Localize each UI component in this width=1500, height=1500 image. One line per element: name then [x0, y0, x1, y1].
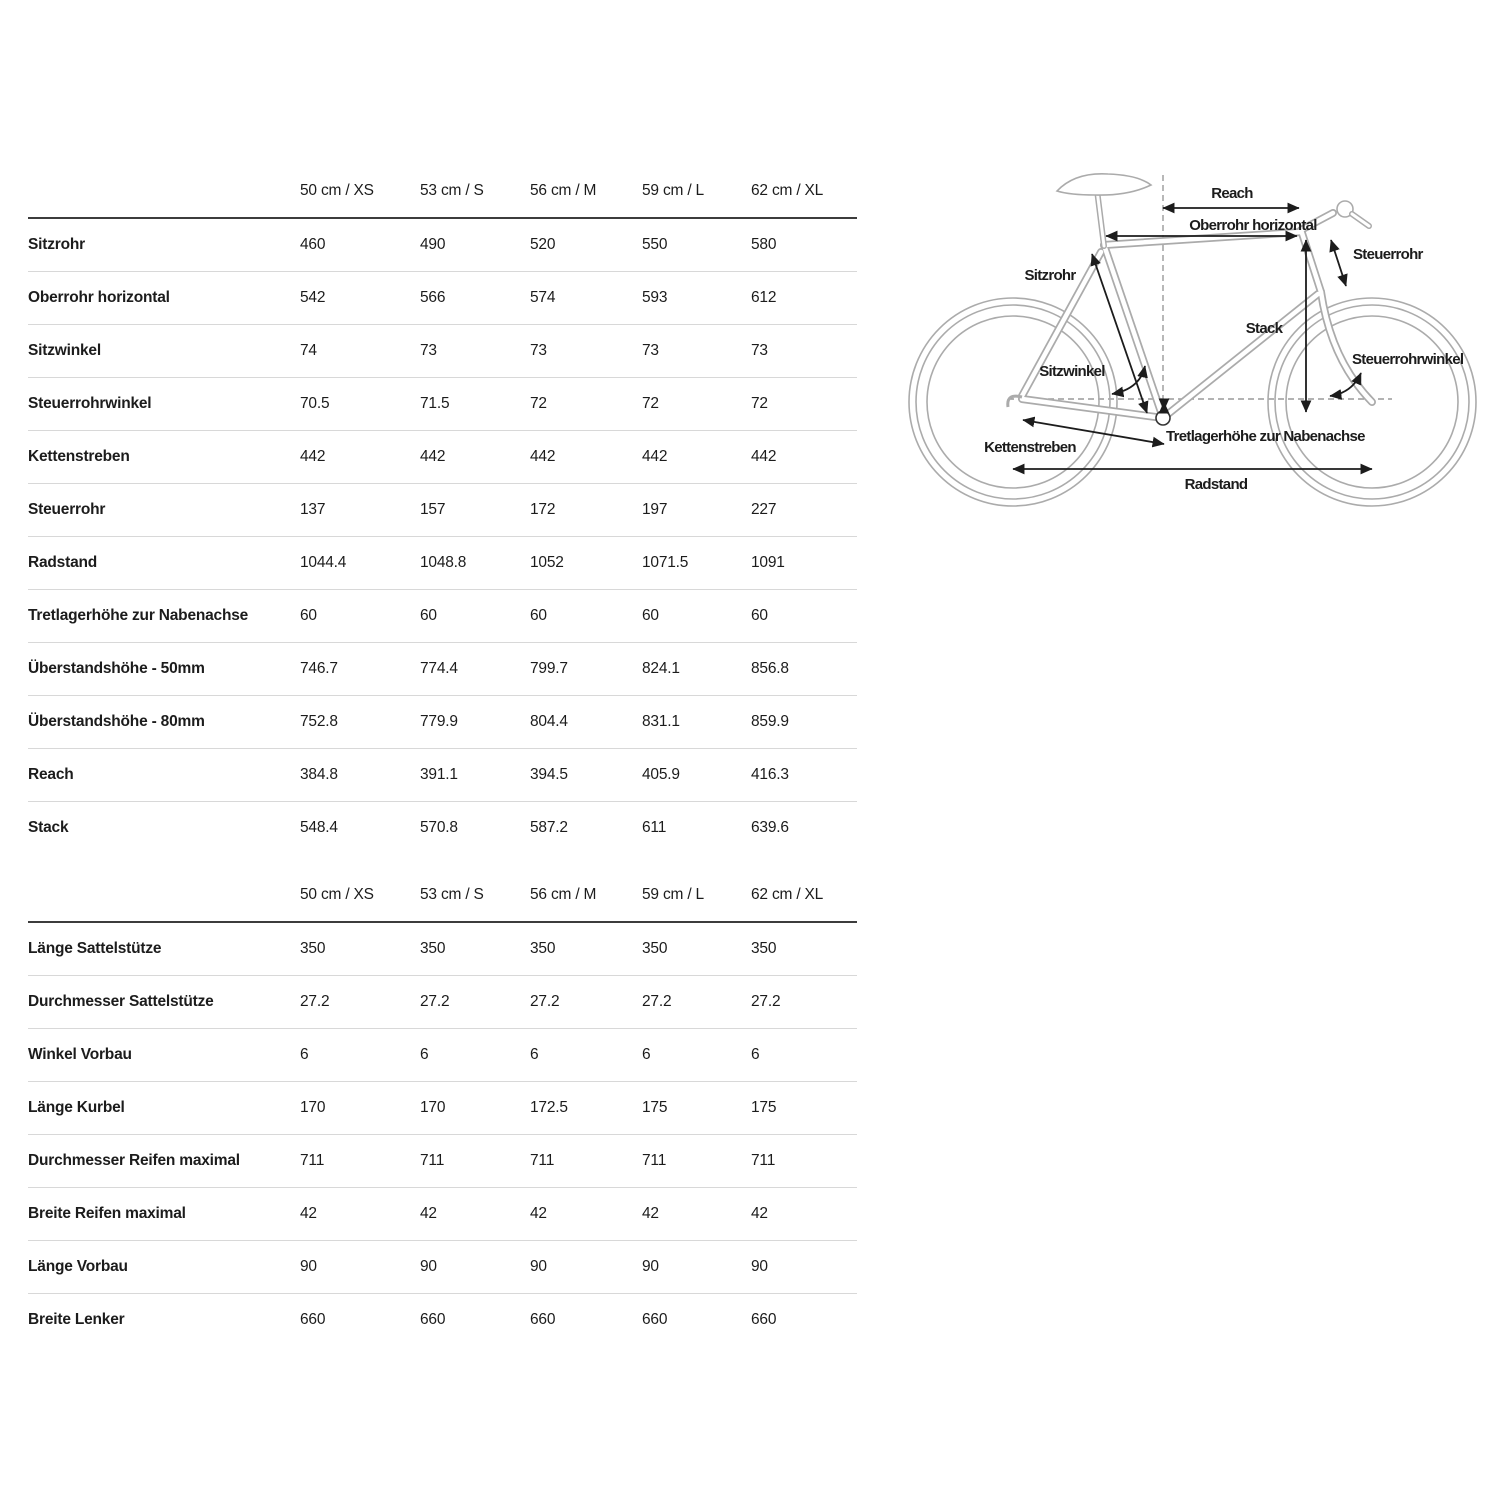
table-row: [28, 537, 857, 590]
value-cell: 831.1: [642, 696, 751, 749]
table-row: [28, 1029, 857, 1082]
value-cell: 711: [420, 1135, 530, 1188]
value-cell: 42: [420, 1188, 530, 1241]
value-cell: 1091: [751, 537, 857, 590]
table-row: [28, 218, 857, 272]
value-cell: 42: [300, 1188, 420, 1241]
value-cell: 60: [420, 590, 530, 643]
value-cell: 172: [530, 484, 642, 537]
value-cell: 350: [642, 922, 751, 976]
value-cell: 350: [300, 922, 420, 976]
value-cell: 350: [751, 922, 857, 976]
value-cell: 172.5: [530, 1082, 642, 1135]
value-cell: 442: [420, 431, 530, 484]
kettenstreben-label: Kettenstreben: [984, 439, 1076, 456]
table-row: [28, 922, 857, 976]
table-row: [28, 1188, 857, 1241]
size-header-cell: 50 cm / XS: [300, 165, 420, 218]
row-label: Radstand: [28, 537, 300, 590]
value-cell: 42: [530, 1188, 642, 1241]
value-cell: 405.9: [642, 749, 751, 802]
table-row: [28, 1135, 857, 1188]
row-label: Tretlagerhöhe zur Nabenachse: [28, 590, 300, 643]
value-cell: 570.8: [420, 819, 458, 836]
row-label: Länge Sattelstütze: [28, 922, 300, 976]
row-label: Winkel Vorbau: [28, 1029, 300, 1082]
value-cell: 350: [530, 922, 642, 976]
table-row: [28, 802, 857, 855]
value-cell: 580: [751, 218, 857, 272]
table-row: [28, 431, 857, 484]
value-cell: 550: [642, 218, 751, 272]
value-cell: 442: [300, 431, 420, 484]
value-cell: 170: [300, 1082, 420, 1135]
table-row: [28, 1294, 857, 1347]
row-label: Steuerrohr: [28, 484, 300, 537]
value-cell: 574: [530, 272, 642, 325]
value-cell: 548.4: [300, 819, 338, 836]
value-cell: 639.6: [751, 819, 789, 836]
tretlagerhoehe-label: Tretlagerhöhe zur Nabenachse: [1166, 428, 1365, 445]
value-cell: 711: [300, 1135, 420, 1188]
value-cell: 490: [420, 218, 530, 272]
table-row: [28, 378, 857, 431]
value-cell: 824.1: [642, 643, 751, 696]
value-cell: 60: [300, 590, 420, 643]
steuerrohr-arrow: [1331, 240, 1346, 286]
value-cell: 660: [751, 1311, 777, 1328]
value-cell: 779.9: [420, 696, 530, 749]
value-cell: 74: [300, 325, 420, 378]
bike-geometry-diagram: [900, 140, 1500, 560]
sitzwinkel-label: Sitzwinkel: [1039, 363, 1105, 380]
value-cell: 90: [751, 1241, 857, 1294]
value-cell: 137: [300, 484, 420, 537]
value-cell: 72: [530, 378, 642, 431]
sitzrohr-arrow: [1092, 254, 1147, 413]
value-cell: 227: [751, 484, 857, 537]
row-label: Länge Vorbau: [28, 1241, 300, 1294]
table-row: [28, 484, 857, 537]
row-label: Durchmesser Sattelstütze: [28, 976, 300, 1029]
value-cell: 746.7: [300, 643, 420, 696]
value-cell: 1052: [530, 537, 642, 590]
value-cell: 72: [642, 378, 751, 431]
empty-header-cell: [28, 869, 300, 922]
value-cell: 72: [751, 378, 857, 431]
row-label: Sitzwinkel: [28, 325, 300, 378]
value-cell: 660: [300, 1311, 326, 1328]
oberrohr-label: Oberrohr horizontal: [1189, 217, 1317, 234]
value-cell: 175: [751, 1082, 857, 1135]
value-cell: 175: [642, 1082, 751, 1135]
value-cell: 6: [751, 1029, 857, 1082]
bottom-bracket: [1156, 411, 1170, 425]
geometry-table: [28, 165, 857, 854]
value-cell: 42: [642, 1188, 751, 1241]
table-row: [28, 976, 857, 1029]
row-label: Steuerrohrwinkel: [28, 378, 300, 431]
value-cell: 6: [420, 1029, 530, 1082]
bike-frame: [1008, 174, 1372, 425]
value-cell: 42: [751, 1188, 857, 1241]
value-cell: 90: [642, 1241, 751, 1294]
row-label: Länge Kurbel: [28, 1082, 300, 1135]
value-cell: 391.1: [420, 749, 530, 802]
size-header-cell: 56 cm / M: [530, 869, 642, 922]
value-cell: 27.2: [420, 976, 530, 1029]
table-row: [28, 1082, 857, 1135]
value-cell: 1044.4: [300, 537, 420, 590]
value-cell: 711: [530, 1135, 642, 1188]
value-cell: 660: [642, 1311, 668, 1328]
table-row: [28, 696, 857, 749]
value-cell: 587.2: [530, 819, 568, 836]
value-cell: 1048.8: [420, 537, 530, 590]
value-cell: 27.2: [751, 976, 857, 1029]
size-header-cell: 59 cm / L: [642, 869, 751, 922]
table-row: [28, 1241, 857, 1294]
value-cell: 70.5: [300, 378, 420, 431]
value-cell: 612: [751, 272, 857, 325]
saddle: [1057, 174, 1151, 195]
value-cell: 384.8: [300, 749, 420, 802]
row-label: Durchmesser Reifen maximal: [28, 1135, 300, 1188]
steuerrohr-label: Steuerrohr: [1353, 246, 1423, 263]
value-cell: 711: [642, 1135, 751, 1188]
value-cell: 416.3: [751, 749, 857, 802]
value-cell: 442: [642, 431, 751, 484]
value-cell: 73: [420, 325, 530, 378]
row-label: Sitzrohr: [28, 218, 300, 272]
value-cell: 60: [751, 590, 857, 643]
value-cell: 752.8: [300, 696, 420, 749]
value-cell: 856.8: [751, 643, 857, 696]
radstand-label: Radstand: [1184, 476, 1248, 493]
value-cell: 27.2: [300, 976, 420, 1029]
value-cell: 73: [751, 325, 857, 378]
row-label: Überstandshöhe - 50mm: [28, 643, 300, 696]
steuerrohrwinkel-label: Steuerrohrwinkel: [1352, 351, 1464, 368]
value-cell: 566: [420, 272, 530, 325]
table-row: [28, 325, 857, 378]
size-header-row: [28, 869, 857, 922]
size-header-cell: 62 cm / XL: [751, 869, 857, 922]
sitzrohr-label: Sitzrohr: [1024, 267, 1076, 284]
size-header-cell: 59 cm / L: [642, 165, 751, 218]
size-header-cell: 62 cm / XL: [751, 165, 857, 218]
value-cell: 60: [642, 590, 751, 643]
row-label: Überstandshöhe - 80mm: [28, 696, 300, 749]
row-label: Breite Lenker: [28, 1311, 125, 1328]
table-row: [28, 643, 857, 696]
value-cell: 660: [420, 1311, 446, 1328]
value-cell: 6: [530, 1029, 642, 1082]
value-cell: 1071.5: [642, 537, 751, 590]
size-header-cell: 53 cm / S: [420, 869, 530, 922]
value-cell: 6: [642, 1029, 751, 1082]
empty-header-cell: [28, 165, 300, 218]
value-cell: 90: [420, 1241, 530, 1294]
stack-label: Stack: [1245, 320, 1283, 337]
value-cell: 442: [751, 431, 857, 484]
value-cell: 542: [300, 272, 420, 325]
row-label: Kettenstreben: [28, 431, 300, 484]
value-cell: 859.9: [751, 696, 857, 749]
components-table: [28, 869, 857, 1346]
size-header-cell: 56 cm / M: [530, 165, 642, 218]
value-cell: 394.5: [530, 749, 642, 802]
value-cell: 520: [530, 218, 642, 272]
value-cell: 90: [300, 1241, 420, 1294]
value-cell: 799.7: [530, 643, 642, 696]
row-label: Stack: [28, 819, 69, 836]
value-cell: 157: [420, 484, 530, 537]
value-cell: 442: [530, 431, 642, 484]
value-cell: 6: [300, 1029, 420, 1082]
size-header-row: [28, 165, 857, 218]
value-cell: 170: [420, 1082, 530, 1135]
value-cell: 27.2: [642, 976, 751, 1029]
table-row: [28, 749, 857, 802]
size-header-cell: 53 cm / S: [420, 165, 530, 218]
value-cell: 27.2: [530, 976, 642, 1029]
value-cell: 90: [530, 1241, 642, 1294]
value-cell: 711: [751, 1135, 857, 1188]
value-cell: 71.5: [420, 378, 530, 431]
value-cell: 197: [642, 484, 751, 537]
value-cell: 611: [642, 819, 667, 836]
value-cell: 60: [530, 590, 642, 643]
row-label: Breite Reifen maximal: [28, 1188, 300, 1241]
row-label: Reach: [28, 749, 300, 802]
value-cell: 774.4: [420, 643, 530, 696]
value-cell: 460: [300, 218, 420, 272]
table-row: [28, 590, 857, 643]
value-cell: 660: [530, 1311, 556, 1328]
rear-wheel: [909, 298, 1117, 506]
table-row: [28, 272, 857, 325]
value-cell: 350: [420, 922, 530, 976]
reach-label: Reach: [1211, 185, 1253, 202]
value-cell: 804.4: [530, 696, 642, 749]
value-cell: 73: [530, 325, 642, 378]
row-label: Oberrohr horizontal: [28, 272, 300, 325]
value-cell: 593: [642, 272, 751, 325]
size-header-cell: 50 cm / XS: [300, 869, 420, 922]
value-cell: 73: [642, 325, 751, 378]
